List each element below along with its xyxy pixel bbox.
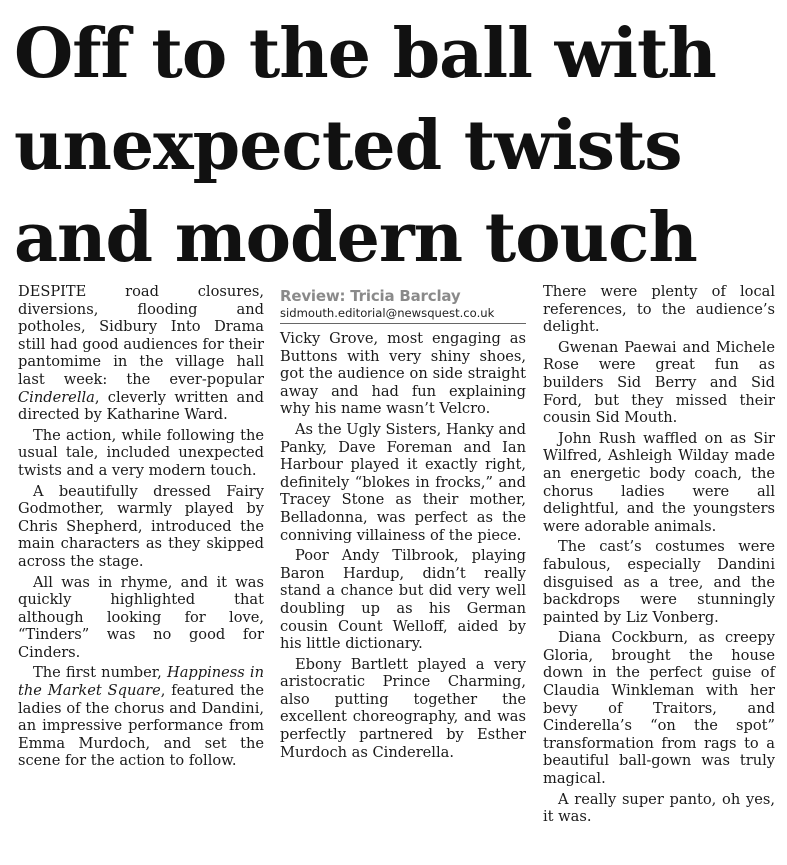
column-body [280,330,526,761]
headline-line-2: unexpected twists [14,106,682,186]
reviewer-name: Review: Tricia Barclay [280,287,461,305]
editorial-email[interactable]: sidmouth.editorial@newsquest.co.uk [280,305,526,324]
paragraph: DESPITE road closures, diversions, flooding and potholes, Sidbury Into Drama still had good audiences for their pantomime in the village hall last week: the ever-popular Cinderella, cleverly written and directed by Katharine Ward. [18,283,264,424]
article-column-3 [543,283,775,829]
paragraph: The first number, Happiness in the Market Square, featured the ladies of the chorus and Dandini, an impressive performance from Emma Murdoch, and set the scene for the action to follow. [18,664,264,770]
paragraph: Diana Cockburn, as creepy Gloria, brought the house down in the perfect guise of Claudia Winkleman with her bevy of Traitors, and Cinderella’s “on the spot” transformation from rags to a beautiful ball-gown was truly magical. [543,629,775,788]
paragraph: There were plenty of local references, to the audience’s delight. [543,283,775,336]
paragraph: A really super panto, oh yes, it was. [543,790,775,826]
byline [280,287,526,324]
paragraph: A beautifully dressed Fairy Godmother, warmly played by Chris Shepherd, introduced the main characters as they skipped across the stage. [18,482,264,570]
paragraph: Poor Andy Tilbrook, playing Baron Hardup, didn’t really stand a chance but did very well doubling up as his German cousin Count Welloff, aided by his little dictionary. [280,547,526,653]
paragraph: Gwenan Paewai and Michele Rose were great fun as builders Sid Berry and Sid Ford, but they missed their cousin Sid Mouth. [543,338,775,427]
song-title: Happiness in the Market Square [18,664,264,700]
paragraph: As the Ugly Sisters, Hanky and Panky, Dave Foreman and Ian Harbour played it exactly right, definitely “blokes in frocks,” and Tracey Stone as their mother, Belladonna, was perfect as the conniving villainess of the piece. [280,420,526,544]
paragraph: All was in rhyme, and it was quickly highlighted that although looking for love, “Tinders” was no good for Cinders. [18,573,264,661]
paragraph: Vicky Grove, most engaging as Buttons with very shiny shoes, got the audience on side straight away and had fun explaining why his name wasn’t Velcro. [280,330,526,418]
drop-word: DESPITE [18,283,87,300]
paragraph: Ebony Bartlett played a very aristocratic Prince Charming, also putting together the excellent choreography, and was perfectly partnered by Esther Murdoch as Cinderella. [280,655,526,761]
show-title: Cinderella [18,388,95,406]
paragraph: The cast’s costumes were fabulous, especially Dandini disguised as a tree, and the backdrops were stunningly painted by Liz Vonberg. [543,538,775,626]
headline [14,8,779,284]
headline-line-3: and modern touch [14,198,697,278]
paragraph: The action, while following the usual tale, included unexpected twists and a very modern touch. [18,426,264,479]
paragraph: John Rush waffled on as Sir Wilfred, Ashleigh Wilday made an energetic body coach, the chorus ladies were all delightful, and the youngsters were adorable animals. [543,429,775,535]
article-column-1 [18,283,264,773]
article-column-2 [280,287,526,764]
headline-line-1: Off to the ball with [14,14,716,94]
